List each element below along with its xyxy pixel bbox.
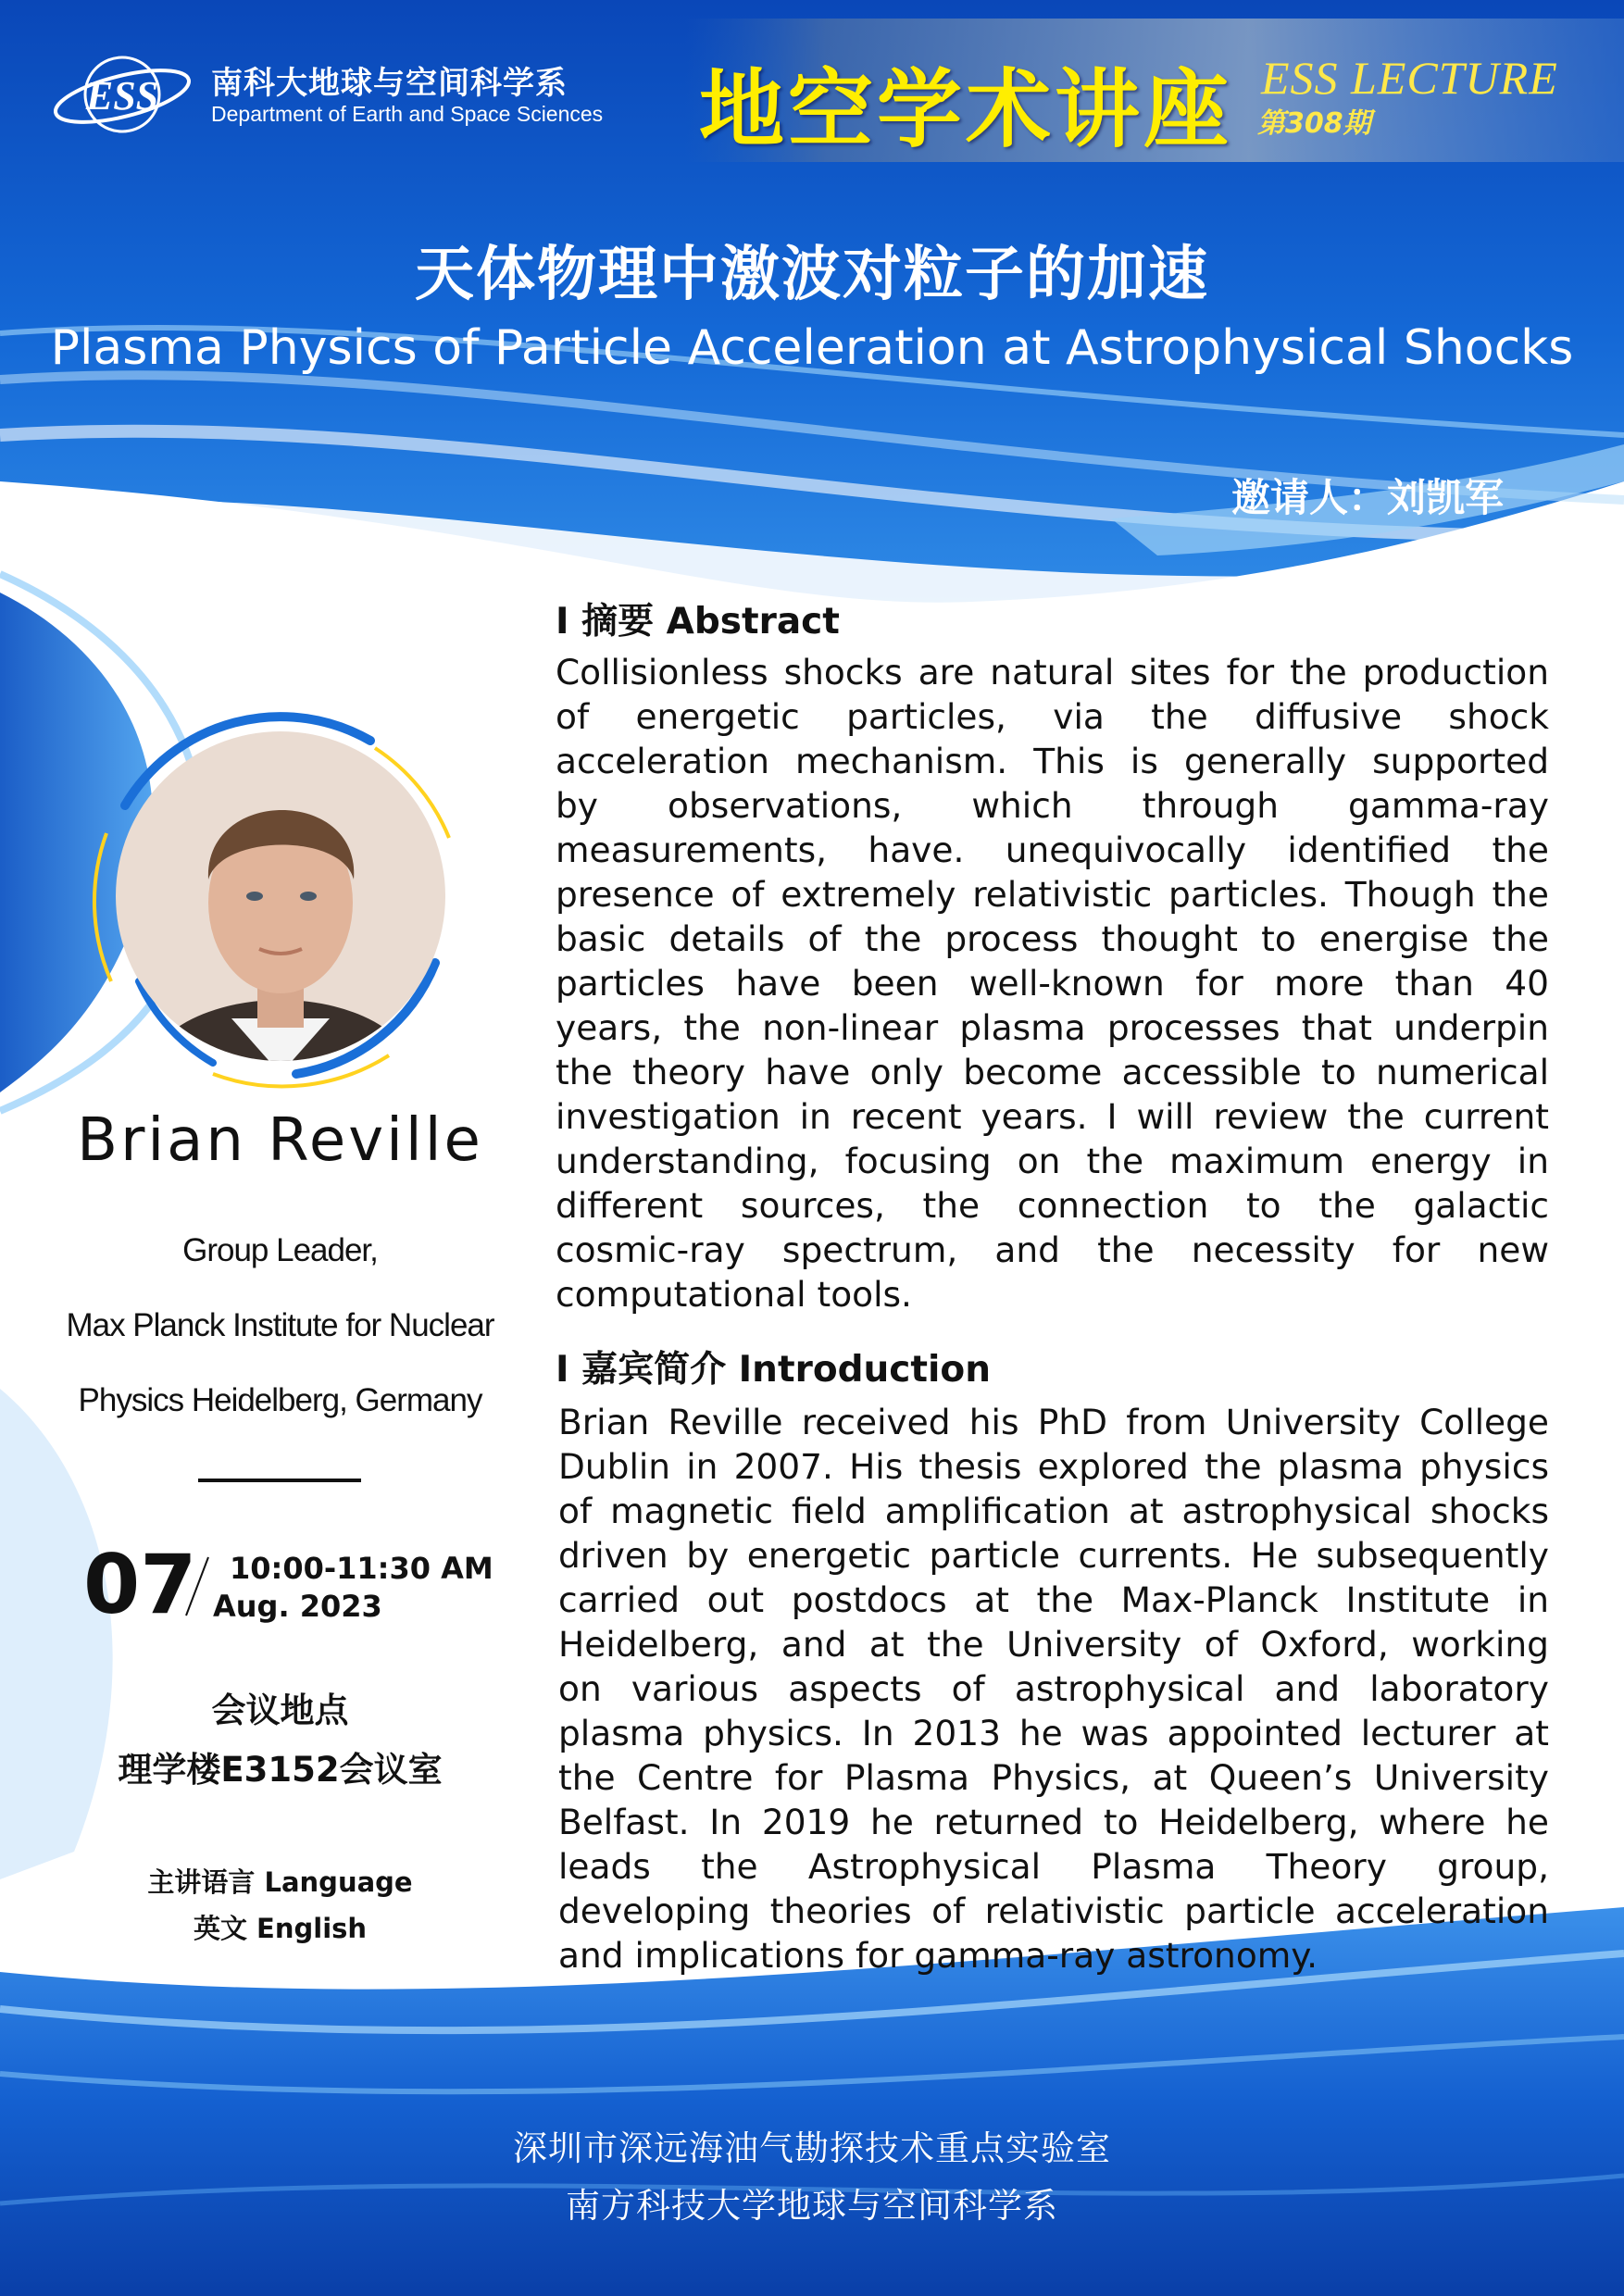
logo-mark-icon [48, 48, 196, 141]
abstract-line: Collisionless shocks are natural sites for the production [556, 652, 1549, 693]
abstract-body [556, 650, 1549, 1316]
issue-number: 第308期 [1257, 107, 1371, 140]
department-name-cn: 南科大地球与空间科学系 [211, 65, 568, 102]
abstract-line: of energetic particles, via the diffusive shock [556, 696, 1549, 737]
lecture-series-title: 地空学术讲座 [699, 59, 1233, 159]
abstract-line: different sources, the connection to the galactic [556, 1185, 1549, 1226]
abstract-line: measurements, have. unequivocally identified the [556, 830, 1549, 870]
introduction-line: developing theories of relativistic particle acceleration [558, 1890, 1549, 1931]
venue-room: 理学楼E3152会议室 [118, 1750, 443, 1790]
abstract-line: particles have been well-known for more than 40 [556, 963, 1549, 1004]
talk-title-en: Plasma Physics of Particle Acceleration at Astrophysical Shocks [50, 320, 1574, 376]
talk-title-cn: 天体物理中激波对粒子的加速 [415, 241, 1209, 309]
introduction-line: of magnetic field amplification at astrophysical shocks [558, 1491, 1549, 1531]
event-venue [0, 1681, 560, 1800]
abstract-line: the theory have only become accessible to numerical [556, 1052, 1549, 1092]
speaker-photo [111, 722, 454, 1167]
affiliation-line: Max Planck Institute for Nuclear [66, 1307, 494, 1343]
event-time: 10:00-11:30 AM [230, 1551, 493, 1586]
speaker-name: Brian Reville [77, 1106, 483, 1175]
language-value: 英文 English [193, 1913, 368, 1944]
introduction-line: plasma physics. In 2013 he was appointed lecturer at [558, 1713, 1549, 1753]
abstract-line: basic details of the process thought to energise the [556, 918, 1549, 959]
introduction-line: the Centre for Plasma Physics, at Queen’s University [558, 1757, 1549, 1798]
abstract-line: presence of extremely relativistic particles. Though the [556, 874, 1549, 915]
introduction-line: Dublin in 2007. His thesis explored the plasma physics [558, 1446, 1549, 1487]
introduction-line: driven by energetic particle currents. He subsequently [558, 1535, 1549, 1576]
svg-text:ESS: ESS [85, 73, 159, 119]
abstract-line: acceleration mechanism. This is generally supported [556, 741, 1549, 781]
event-month-year: Aug. 2023 [213, 1589, 382, 1624]
footer-lab-name: 深圳市深远海油气勘探技术重点实验室 [513, 2128, 1111, 2168]
introduction-line: Brian Reville received his PhD from University College [558, 1402, 1549, 1442]
language-label: 主讲语言 Language [147, 1866, 413, 1898]
abstract-line: years, the non-linear plasma processes that underpin [556, 1007, 1549, 1048]
footer-department-name: 南方科技大学地球与空间科学系 [566, 2186, 1058, 2226]
introduction-line: Belfast. In 2019 he returned to Heidelberg, where he [558, 1802, 1549, 1842]
introduction-heading: I 嘉宾简介 Introduction [556, 1349, 991, 1391]
affiliation-line: Group Leader, [182, 1232, 378, 1268]
abstract-line: understanding, focusing on the maximum energy in [556, 1141, 1549, 1181]
introduction-body [558, 1400, 1549, 1978]
department-name-en: Department of Earth and Space Sciences [211, 102, 604, 126]
abstract-line: cosmic-ray spectrum, and the necessity for new [556, 1229, 1549, 1270]
lecture-series-en: ESS LECTURE [1261, 52, 1558, 104]
abstract-heading: I 摘要 Abstract [556, 601, 840, 643]
introduction-line: and implications for gamma-ray astronomy. [558, 1935, 1318, 1976]
speaker-affiliation [0, 1213, 560, 1438]
abstract-line: computational tools. [556, 1274, 912, 1315]
venue-label: 会议地点 [211, 1691, 349, 1730]
introduction-line: leads the Astrophysical Plasma Theory group, [558, 1846, 1549, 1887]
inviter: 邀请人：刘凯军 [1231, 475, 1505, 520]
affiliation-line: Physics Heidelberg, Germany [78, 1382, 482, 1418]
event-language [0, 1859, 560, 1952]
introduction-line: carried out postdocs at the Max-Planck Institute in [558, 1579, 1549, 1620]
abstract-line: by observations, which through gamma-ray [556, 785, 1549, 826]
event-day: 07 [83, 1537, 197, 1632]
introduction-line: on various aspects of astrophysical and laboratory [558, 1668, 1549, 1709]
ess-logo [48, 48, 196, 141]
abstract-line: investigation in recent years. I will review the current [556, 1096, 1549, 1137]
introduction-line: Heidelberg, and at the University of Oxford, working [558, 1624, 1549, 1665]
